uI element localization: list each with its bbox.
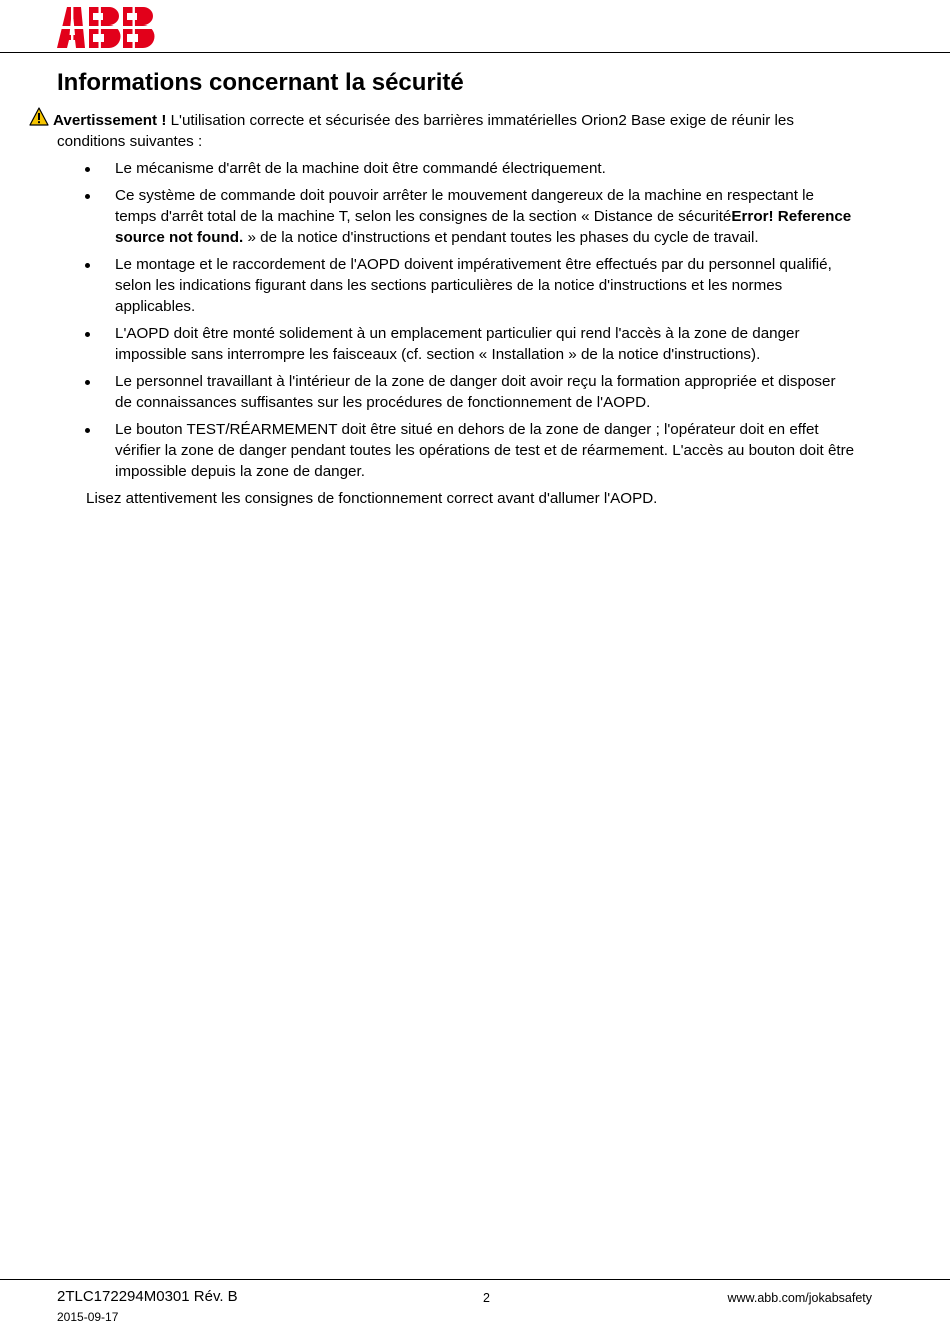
warning-label: Avertissement ! <box>53 112 167 129</box>
list-item-text <box>115 227 907 248</box>
bullet-icon <box>85 194 90 199</box>
footer-link[interactable]: www.abb.com/jokabsafety <box>727 1291 872 1305</box>
list-item <box>57 323 907 365</box>
list-item-text: Le montage et le raccordement de l'AOPD doivent impérativement être effectués par du personnel qualifié, <box>115 256 832 273</box>
page-header <box>0 0 950 53</box>
list-item-text: Le mécanisme d'arrêt de la machine doit être commandé électriquement. <box>115 160 606 177</box>
reference-error-text: source not found. <box>115 229 244 246</box>
list-item-text-part: » de la notice d'instructions et pendant toutes les phases du cycle de travail. <box>243 229 759 246</box>
list-item-text: applicables. <box>115 298 196 315</box>
list-item-text: L'AOPD doit être monté solidement à un emplacement particulier qui rend l'accès à la zone de danger <box>115 325 800 342</box>
list-item <box>57 254 907 317</box>
bullet-icon <box>85 428 90 433</box>
list-item-text: vérifier la zone de danger pendant toutes les opérations de test et de réarmement. L'accès au bouton doit être <box>115 442 855 459</box>
warning-line-1 <box>29 110 869 131</box>
bullet-icon <box>85 263 90 268</box>
bullet-icon <box>85 380 90 385</box>
page-title: Informations concernant la sécurité <box>57 69 464 96</box>
list-item-text: impossible depuis la zone de danger. <box>115 463 365 480</box>
list-item <box>57 419 907 482</box>
closing-paragraph: Lisez attentivement les consignes de fonctionnement correct avant d'allumer l'AOPD. <box>86 490 658 507</box>
warning-triangle-icon <box>29 107 49 126</box>
document-date: 2015-09-17 <box>57 1310 119 1324</box>
list-item-text: impossible sans interrompre les faisceaux (cf. section « Installation » de la notice d'instructions). <box>115 346 761 363</box>
list-item-text: Ce système de commande doit pouvoir arrêter le mouvement dangereux de la machine en respectant le <box>115 187 815 204</box>
list-item-text <box>115 206 907 227</box>
warning-block <box>29 110 869 152</box>
safety-conditions-list <box>57 158 907 488</box>
bullet-icon <box>85 332 90 337</box>
page-number: 2 <box>483 1291 490 1305</box>
document-id: 2TLC172294M0301 Rév. B <box>57 1288 238 1305</box>
list-item <box>57 158 907 179</box>
list-item-text: de connaissances suffisantes sur les procédures de fonctionnement de l'AOPD. <box>115 394 651 411</box>
list-item-text: Le bouton TEST/RÉARMEMENT doit être situé en dehors de la zone de danger ; l'opérateur doit en effet <box>115 421 819 438</box>
list-item-text: selon les indications figurant dans les sections particulières de la notice d'instructions et les normes <box>115 277 783 294</box>
list-item-text-part: temps d'arrêt total de la machine T, selon les consignes de la section « Distance de sécurité <box>115 208 732 225</box>
list-item <box>57 371 907 413</box>
header-divider <box>0 52 950 53</box>
warning-text: L'utilisation correcte et sécurisée des barrières immatérielles Orion2 Base exige de réunir les <box>166 112 794 129</box>
warning-line-2: conditions suivantes : <box>57 133 203 150</box>
reference-error-text: Error! Reference <box>731 208 852 225</box>
list-item-text: Le personnel travaillant à l'intérieur de la zone de danger doit avoir reçu la formation appropriée et disposer <box>115 373 836 390</box>
footer-divider <box>0 1279 950 1280</box>
abb-logo <box>57 7 157 48</box>
bullet-icon <box>85 167 90 172</box>
list-item <box>57 185 907 248</box>
